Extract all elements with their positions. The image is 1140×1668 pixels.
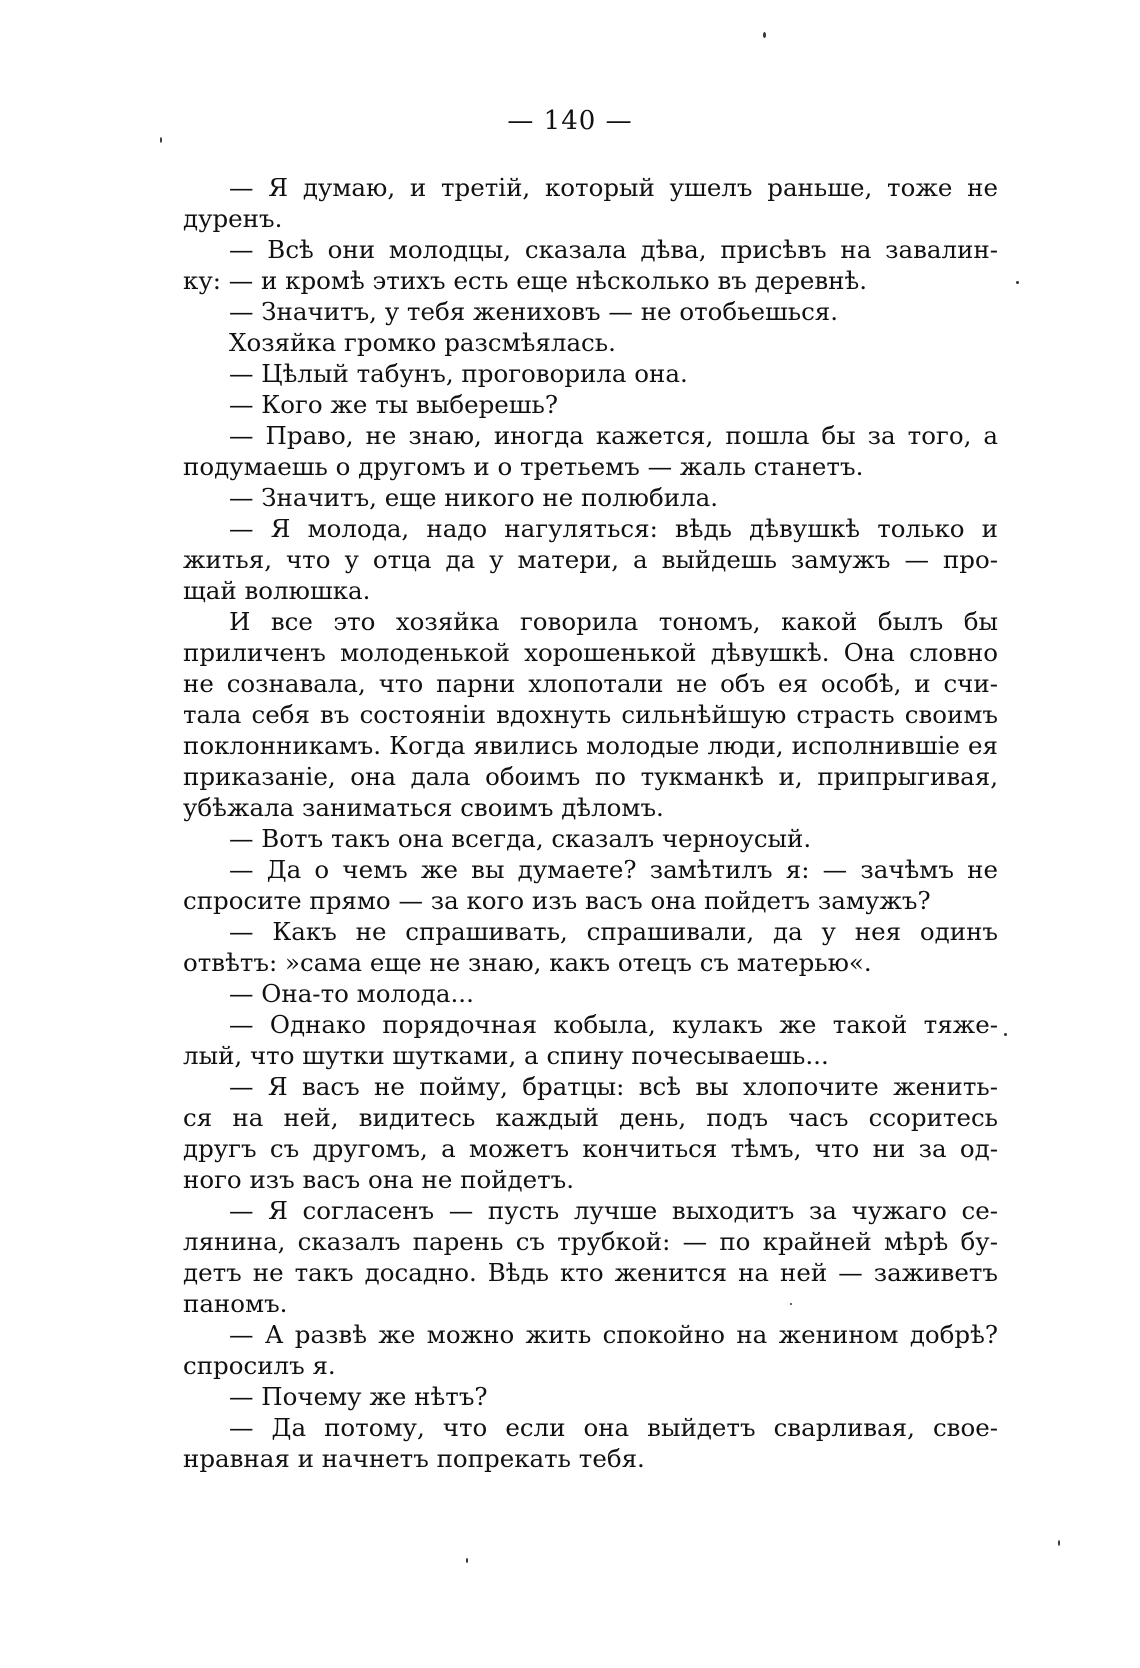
text-line: — Да о чемъ же вы думаете? замѣтилъ я: — зачѣмъ не [229,855,998,884]
text-line: детъ не такъ досадно. Вѣдь кто женится на ней — заживетъ [183,1258,998,1287]
text-line: лый, что шутки шутками, а спину почесываешь... [183,1041,829,1070]
page-number: — 140 — [507,106,633,136]
body-text [183,172,998,1474]
text-line: — Какъ не спрашивать, спрашивали, да у нея одинъ [229,917,998,946]
text-line: щай волюшка. [183,576,371,605]
scan-speck [466,1558,468,1563]
text-line: ного изъ васъ она не пойдетъ. [183,1165,575,1194]
text-line: подумаешь о другомъ и о третьемъ — жаль станетъ. [183,452,864,481]
text-line: — Цѣлый табунъ, проговорила она. [229,359,688,388]
text-line: ку: — и кромѣ этихъ есть еще нѣсколько въ деревнѣ. [183,266,868,295]
text-line: — Кого же ты выберешь? [229,390,559,419]
text-line: — Право, не знаю, иногда кажется, пошла бы за того, а [229,421,998,450]
scan-speck [160,137,162,143]
text-line: — Вотъ такъ она всегда, сказалъ черноусый. [229,824,812,853]
text-line: приказаніе, она дала обоимъ по тукманкѣ и, припрыгивая, [183,762,998,791]
scan-speck [763,32,766,38]
text-line: убѣжала заниматься своимъ дѣломъ. [183,793,664,822]
text-line: лянина, сказалъ парень съ трубкой: — по крайней мѣрѣ бу- [183,1227,998,1256]
text-line: — Всѣ они молодцы, сказала дѣва, присѣвъ на завалин- [229,235,998,264]
scan-speck [1004,1033,1007,1036]
scan-speck [1058,1540,1060,1546]
text-line: — Почему же нѣтъ? [229,1382,488,1411]
text-line: нравная и начнетъ попрекать тебя. [183,1444,645,1473]
scan-speck [1016,281,1019,284]
text-line: ся на ней, видитесь каждый день, подъ часъ ссоритесь [183,1103,998,1132]
text-line: паномъ. [183,1289,288,1318]
text-line: другъ съ другомъ, а можетъ кончиться тѣмъ, что ни за од- [183,1134,998,1163]
text-line: поклонникамъ. Когда явились молодые люди, исполнившіе ея [183,731,998,760]
text-line: — Да потому, что если она выйдетъ сварливая, свое- [229,1413,998,1442]
text-line: не сознавала, что парни хлопотали не объ ея особѣ, и счи- [183,669,998,698]
text-line: — Я васъ не пойму, братцы: всѣ вы хлопочите женить- [229,1072,998,1101]
text-line: Хозяйка громко разсмѣялась. [229,328,616,357]
text-line: — Я думаю, и третій, который ушелъ раньше, тоже не [229,173,998,202]
text-line: — Однако порядочная кобыла, кулакъ же такой тяже- [229,1010,998,1039]
text-line: — Значитъ, у тебя жениховъ — не отобьешься. [229,297,839,326]
text-line: спросилъ я. [183,1351,336,1380]
text-line: И все это хозяйка говорила тономъ, какой былъ бы [229,607,998,636]
text-line: — Она-то молода... [229,979,474,1008]
text-line: — Я согласенъ — пусть лучше выходитъ за чужаго се- [229,1196,998,1225]
text-line: отвѣтъ: »сама еще не знаю, какъ отецъ съ матерью«. [183,948,872,977]
scan-speck [790,1303,792,1305]
text-line: — Я молода, надо нагуляться: вѣдь дѣвушкѣ только и [229,514,998,543]
text-line: житья, что у отца да у матери, а выйдешь замужъ — про- [183,545,998,574]
text-line: спросите прямо — за кого изъ васъ она пойдетъ замужъ? [183,886,931,915]
text-line: приличенъ молоденькой хорошенькой дѣвушкѣ. Она словно [183,638,998,667]
text-line: — А развѣ же можно жить спокойно на женином добрѣ? [229,1320,998,1349]
text-line: — Значитъ, еще никого не полюбила. [229,483,719,512]
text-line: дуренъ. [183,204,283,233]
text-line: тала себя въ состояніи вдохнуть сильнѣйшую страсть своимъ [183,700,998,729]
